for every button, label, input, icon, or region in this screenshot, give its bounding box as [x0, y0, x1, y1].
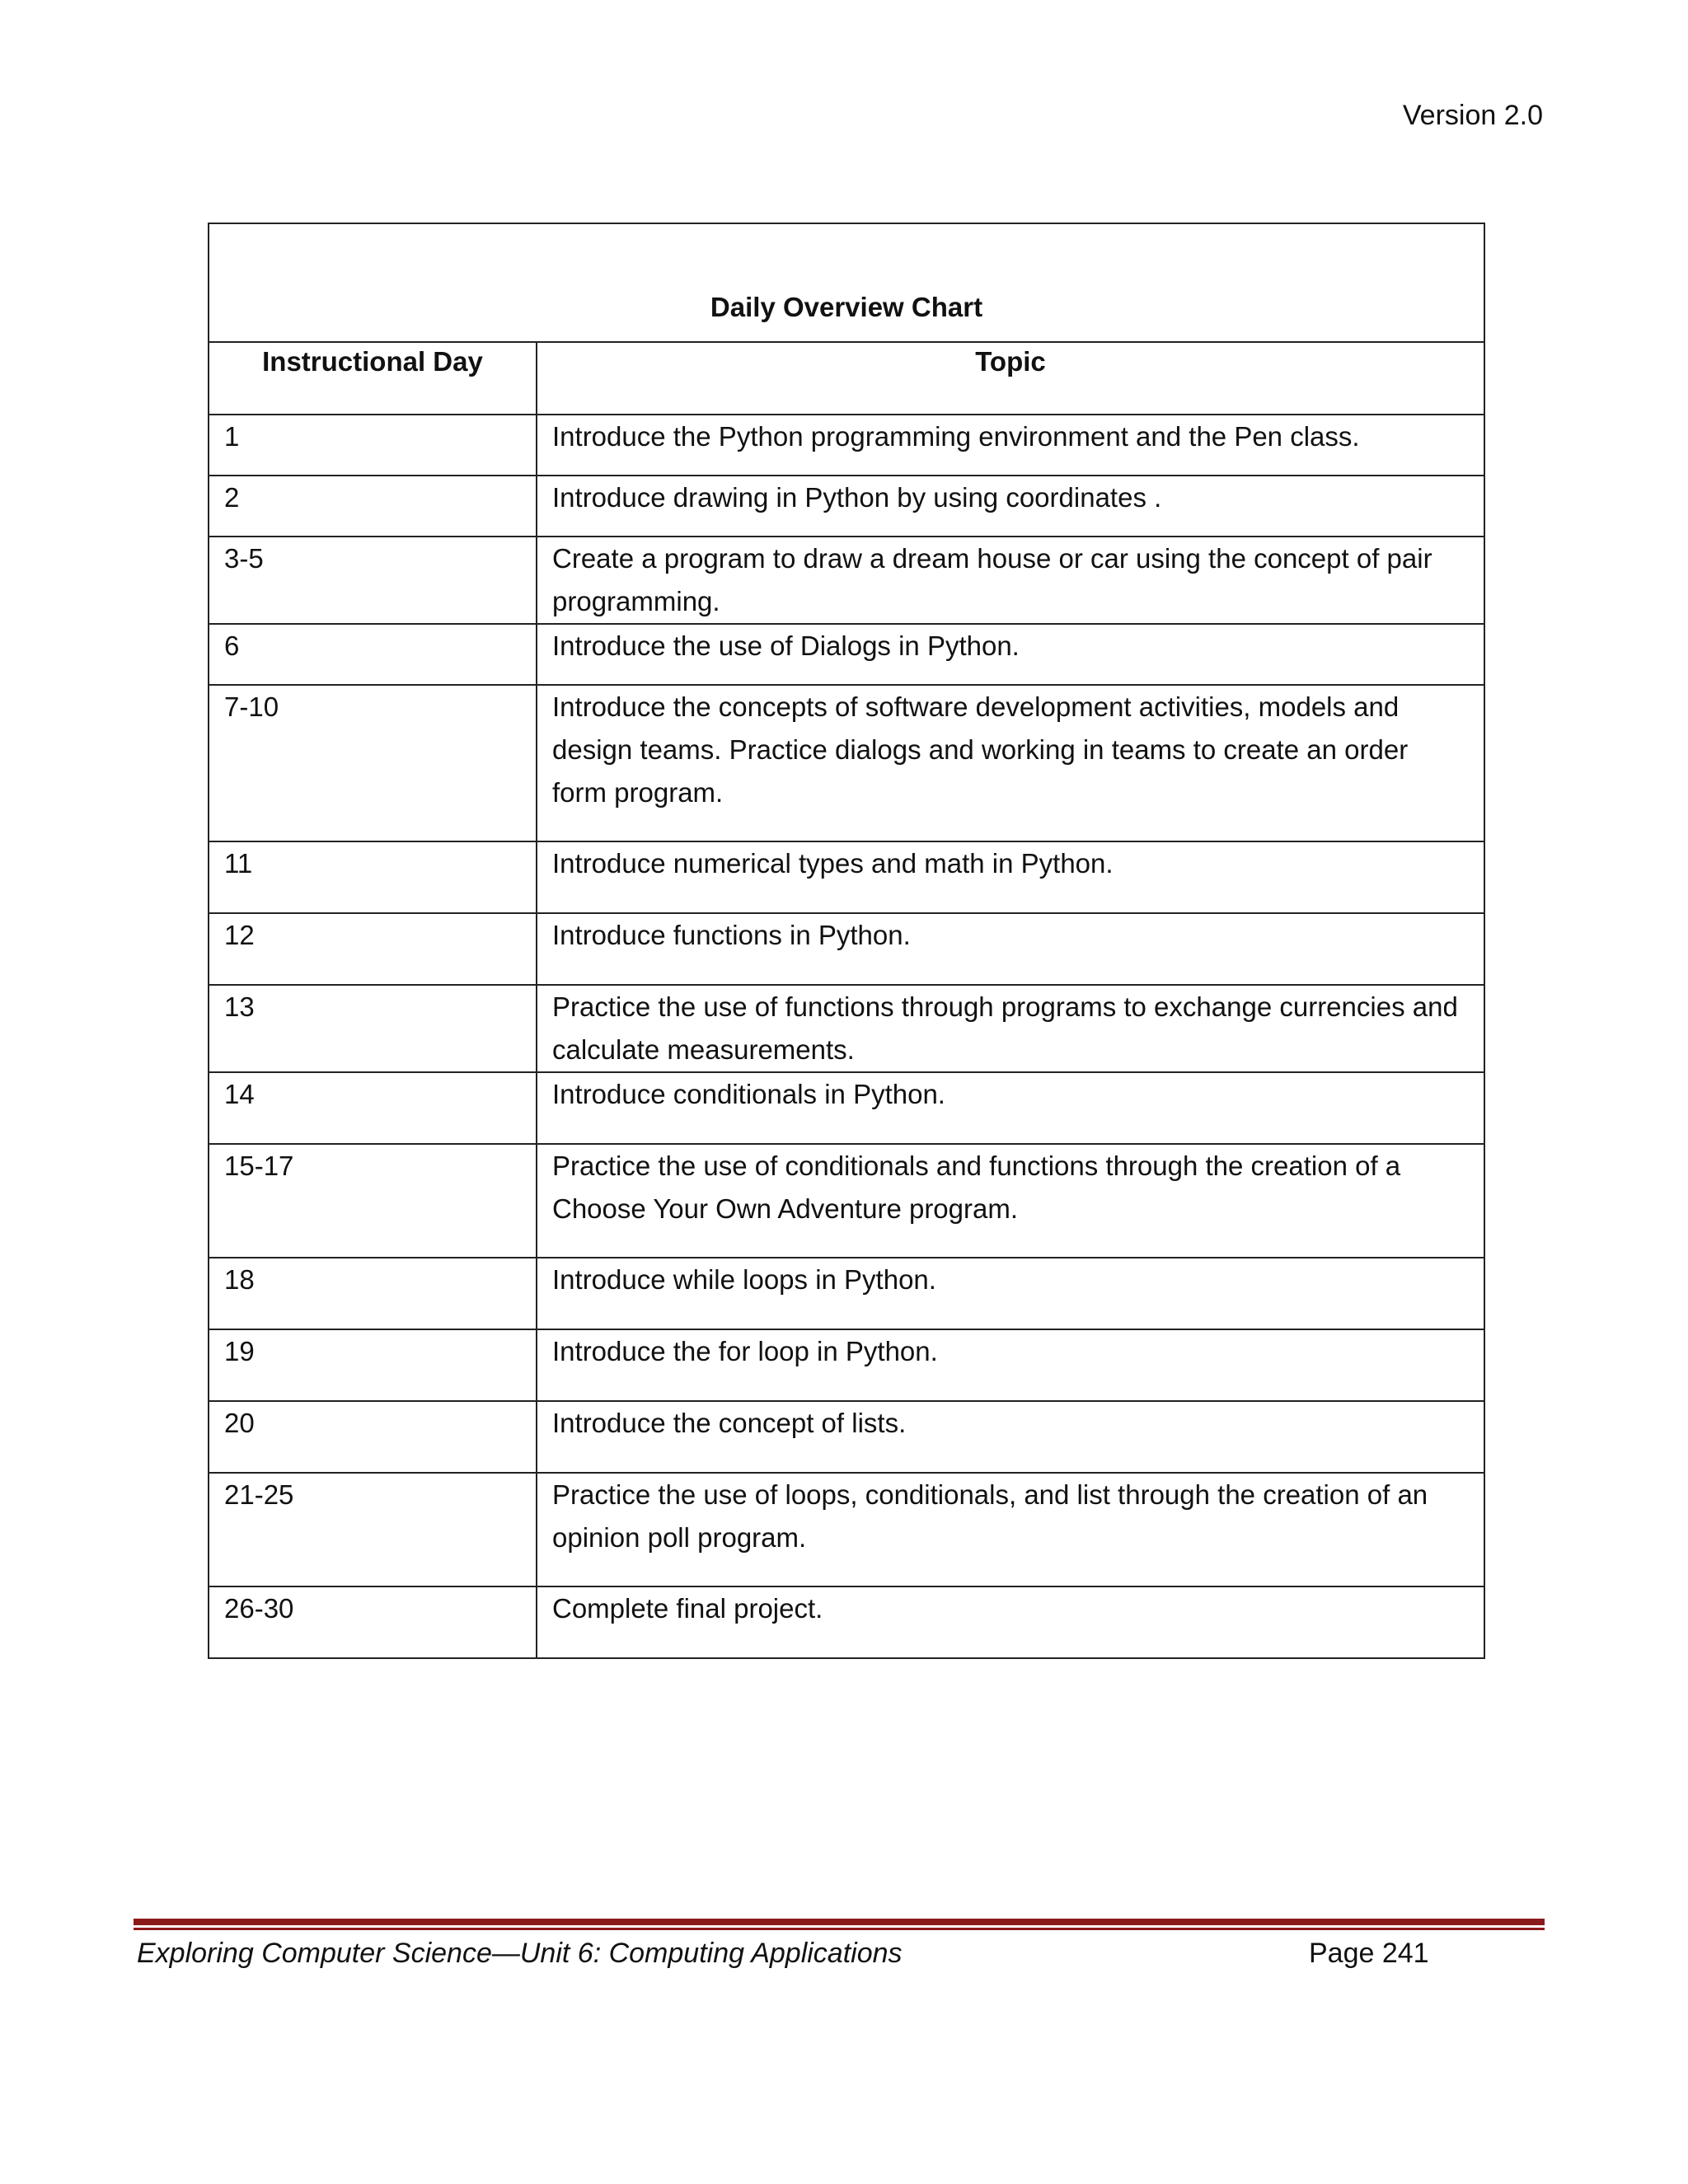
topic-cell: Practice the use of functions through programs to exchange currencies and calculate measurements. [537, 985, 1484, 1072]
table-row [209, 537, 1484, 624]
table-title: Daily Overview Chart [209, 223, 1484, 342]
topic-cell: Introduce the for loop in Python. [537, 1329, 1484, 1401]
table-row [209, 476, 1484, 537]
topic-cell: Introduce the concepts of software development activities, models and design teams. Practice dialogs and working in teams to create an order form program. [537, 685, 1484, 841]
day-cell: 19 [209, 1329, 537, 1401]
day-cell: 26-30 [209, 1586, 537, 1658]
topic-cell: Practice the use of conditionals and functions through the creation of a Choose Your Own Adventure program. [537, 1144, 1484, 1258]
topic-cell: Introduce while loops in Python. [537, 1258, 1484, 1329]
day-cell: 14 [209, 1072, 537, 1144]
day-cell: 20 [209, 1401, 537, 1473]
table-row [209, 1401, 1484, 1473]
column-header-topic: Topic [537, 342, 1484, 415]
day-cell: 21-25 [209, 1473, 537, 1586]
table-title-row [209, 223, 1484, 342]
day-cell: 18 [209, 1258, 537, 1329]
day-cell: 12 [209, 913, 537, 985]
topic-cell: Introduce drawing in Python by using coordinates . [537, 476, 1484, 537]
footer-rule-thin [134, 1928, 1545, 1930]
version-label: Version 2.0 [1402, 100, 1543, 131]
table-header-row [209, 342, 1484, 415]
topic-cell: Practice the use of loops, conditionals, and list through the creation of an opinion poll program. [537, 1473, 1484, 1586]
topic-cell: Create a program to draw a dream house or car using the concept of pair programming. [537, 537, 1484, 624]
table-row [209, 1258, 1484, 1329]
topic-cell: Complete final project. [537, 1586, 1484, 1658]
topic-cell: Introduce the Python programming environment and the Pen class. [537, 415, 1484, 476]
day-cell: 6 [209, 624, 537, 685]
day-cell: 2 [209, 476, 537, 537]
table-row [209, 624, 1484, 685]
day-cell: 1 [209, 415, 537, 476]
table-row [209, 685, 1484, 841]
footer-rule-thick [134, 1919, 1545, 1925]
day-cell: 13 [209, 985, 537, 1072]
footer-course-title: Exploring Computer Science—Unit 6: Computing Applications [137, 1938, 903, 1969]
table-row [209, 1586, 1484, 1658]
topic-cell: Introduce the concept of lists. [537, 1401, 1484, 1473]
table-row [209, 1144, 1484, 1258]
table-row [209, 841, 1484, 913]
table-row [209, 985, 1484, 1072]
day-cell: 15-17 [209, 1144, 537, 1258]
table-row [209, 415, 1484, 476]
day-cell: 3-5 [209, 537, 537, 624]
table-row [209, 1329, 1484, 1401]
topic-cell: Introduce numerical types and math in Python. [537, 841, 1484, 913]
topic-cell: Introduce conditionals in Python. [537, 1072, 1484, 1144]
topic-cell: Introduce functions in Python. [537, 913, 1484, 985]
topic-cell: Introduce the use of Dialogs in Python. [537, 624, 1484, 685]
column-header-day: Instructional Day [209, 342, 537, 415]
day-cell: 11 [209, 841, 537, 913]
day-cell: 7-10 [209, 685, 537, 841]
daily-overview-table [208, 223, 1485, 1659]
footer-rule [134, 1919, 1545, 1930]
table-row [209, 913, 1484, 985]
footer-page-number: Page 241 [1309, 1938, 1429, 1969]
table-row [209, 1072, 1484, 1144]
table-row [209, 1473, 1484, 1586]
